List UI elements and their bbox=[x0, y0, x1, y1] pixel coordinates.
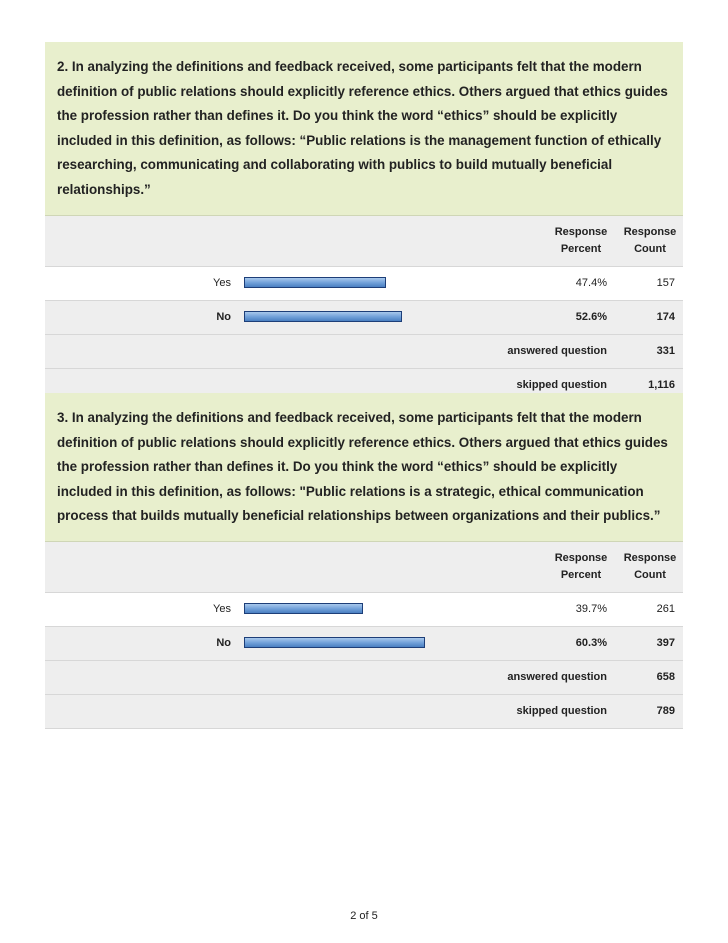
question-block-3 bbox=[45, 393, 683, 729]
response-bar bbox=[244, 637, 425, 648]
answer-label: No bbox=[216, 310, 231, 323]
answered-question-row bbox=[45, 335, 683, 369]
question-block-2 bbox=[45, 42, 683, 403]
response-bar bbox=[244, 603, 363, 614]
response-percent: 47.4% bbox=[575, 276, 607, 289]
answered-question-label: answered question bbox=[507, 344, 607, 357]
response-count: 397 bbox=[656, 636, 675, 649]
response-percent-header: Response Percent bbox=[554, 225, 608, 255]
page-number: 2 of 5 bbox=[350, 910, 378, 922]
answer-row-no bbox=[45, 301, 683, 335]
response-percent: 52.6% bbox=[575, 310, 607, 323]
question-text: 3. In analyzing the definitions and feedback received, some participants felt that the modern definition of public relations should explicitly reference ethics. Others argued that ethics guides the profession rather than defines it. Do you think the word “ethics” should be explicitly included in this definition, as follows: "Public relations is a strategic, ethical communication process that builds mutually beneficial relationships between organizations and their publics.” bbox=[45, 393, 683, 542]
answer-row-yes bbox=[45, 267, 683, 301]
response-count-header: Response Count bbox=[623, 551, 677, 581]
response-percent: 60.3% bbox=[575, 636, 607, 649]
response-count-header: Response Count bbox=[623, 225, 677, 255]
skipped-question-label: skipped question bbox=[516, 378, 607, 391]
skipped-question-label: skipped question bbox=[516, 704, 607, 717]
answer-label: Yes bbox=[213, 602, 231, 615]
answer-label: Yes bbox=[213, 276, 231, 289]
answered-question-value: 331 bbox=[656, 344, 675, 357]
response-header-row bbox=[45, 216, 683, 267]
response-count: 157 bbox=[656, 276, 675, 289]
response-count: 174 bbox=[656, 310, 675, 323]
response-percent: 39.7% bbox=[575, 602, 607, 615]
answered-question-label: answered question bbox=[507, 670, 607, 683]
answer-row-yes bbox=[45, 593, 683, 627]
response-percent-header: Response Percent bbox=[554, 551, 608, 581]
answered-question-row bbox=[45, 661, 683, 695]
answered-question-value: 658 bbox=[656, 670, 675, 683]
response-count: 261 bbox=[656, 602, 675, 615]
response-header-row bbox=[45, 542, 683, 593]
response-bar bbox=[244, 277, 386, 288]
skipped-question-value: 789 bbox=[656, 704, 675, 717]
skipped-question-row bbox=[45, 695, 683, 729]
answer-row-no bbox=[45, 627, 683, 661]
question-text: 2. In analyzing the definitions and feedback received, some participants felt that the modern definition of public relations should explicitly reference ethics. Others argued that ethics guides the profession rather than defines it. Do you think the word “ethics” should be explicitly included in this definition, as follows: “Public relations is the management function of ethically researching, communicating and collaborating with publics to build mutually beneficial relationships.” bbox=[45, 42, 683, 216]
skipped-question-value: 1,116 bbox=[648, 378, 675, 391]
answer-label: No bbox=[216, 636, 231, 649]
response-bar bbox=[244, 311, 402, 322]
